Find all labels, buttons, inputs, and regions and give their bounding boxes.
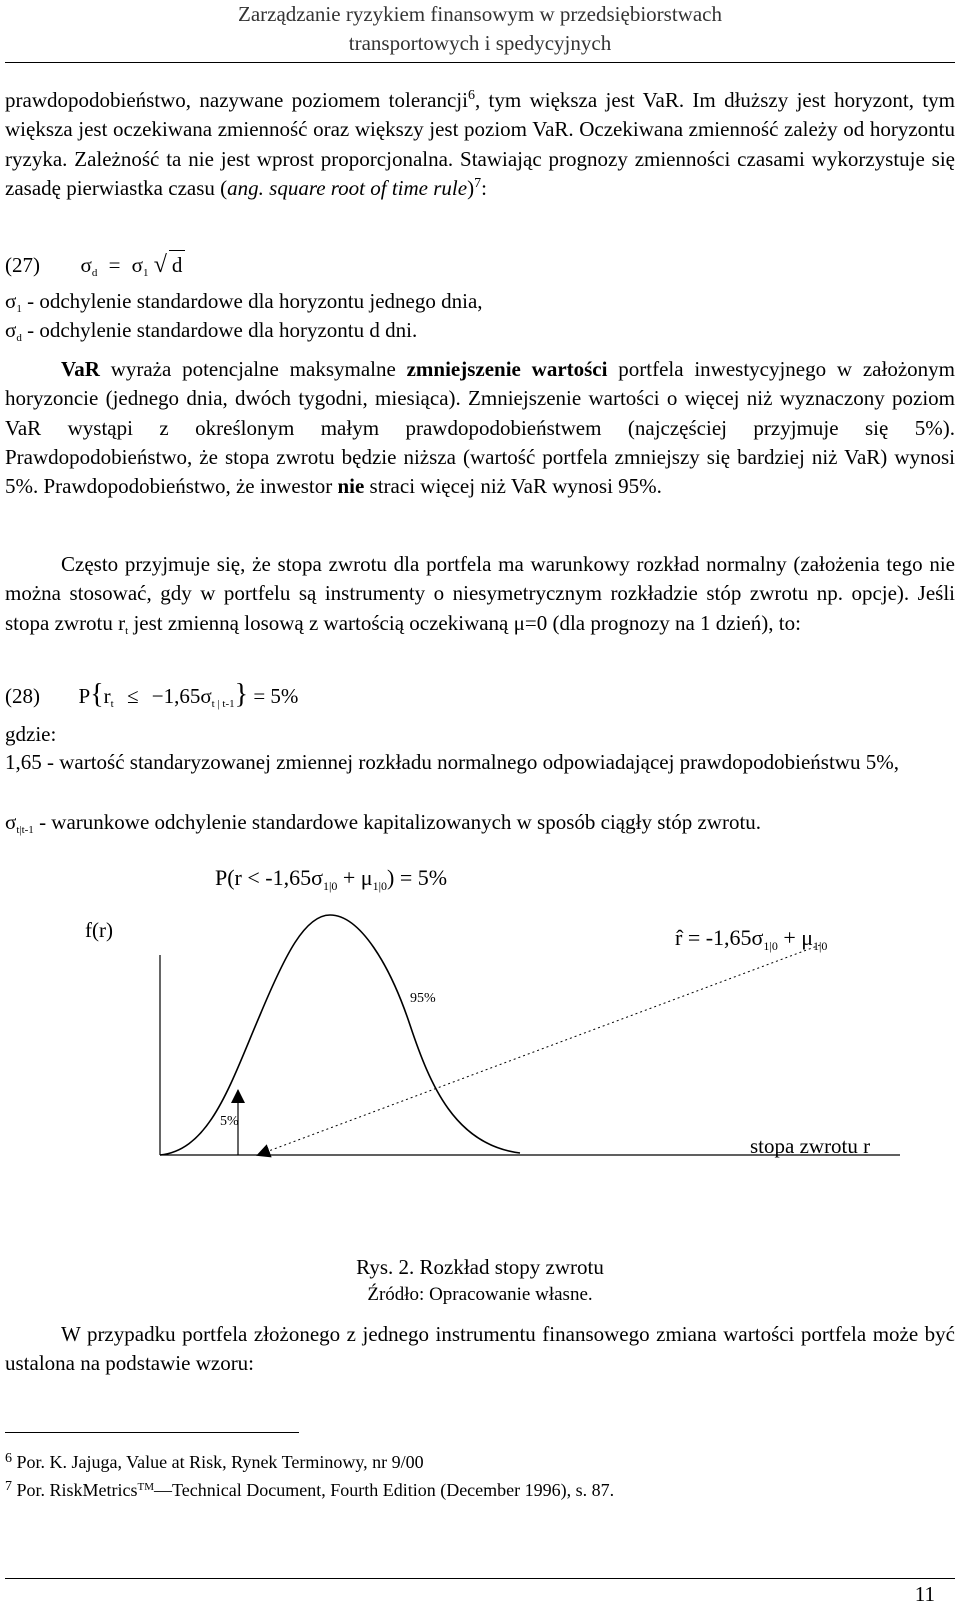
paragraph-normal-distribution [5, 550, 955, 646]
equals-sign: = [108, 253, 121, 277]
footnote-text: Por. K. Jajuga, Value at Risk, Rynek Terminowy, nr 9/00 [12, 1452, 424, 1472]
footnote-number: 6 [5, 1451, 12, 1466]
page-number: 11 [914, 1582, 935, 1606]
formula-probability: $P(r < -1,65\sigma_{1|0} + \mu_{1|0}) = 5\%$ [215, 865, 448, 893]
sigma-symbol: σ [80, 253, 92, 277]
threshold-value: −1,65σ [151, 684, 212, 708]
trademark: TM [137, 1481, 155, 1493]
figure-source: Źródło: Opracowanie własne. [367, 1284, 593, 1305]
definition-sigma-1: $\sigma_1$ - odchylenie standardowe dla horyzontu jednego dnia, [5, 289, 483, 315]
footnote-ref-6[interactable]: 6 [467, 88, 475, 103]
equation-label: (27) [5, 253, 40, 277]
footer-rule [5, 1578, 955, 1579]
paragraph-tolerance [5, 86, 955, 203]
para2-text-2: portfela inwestycyjnego w założonym horyzoncie (jednego dnia, dwóch tygodni, miesiąca). Zmniejszenie wartości o więcej niż wyznaczony poziom VaR wystąpi z określonym małym prawdopodobieństwem (najczęściej przyjmuje się 5%). Prawdopodobieństwo, że stopa zwrotu będzie niższa (wartość portfela zmniejszy się bardziej niż VaR) wynosi 5%. Prawdopodobieństwo, że inwestor [5, 357, 955, 499]
para1-text-1: prawdopodobieństwo, nazywane poziomem tolerancji [5, 88, 468, 112]
footnote-rule [5, 1432, 299, 1433]
para1-text-3: ) [467, 175, 475, 200]
y-axis-label: f(r) [85, 918, 113, 942]
definition-sigma-d: $\sigma_d$ - odchylenie standardowe dla horyzontu d dni. [5, 318, 418, 344]
footnote-text: Por. RiskMetrics [12, 1480, 138, 1500]
header-line-1: Zarządzanie ryzykiem finansowym w przedsiębiorstwach [238, 2, 722, 26]
subscript: t|t-1 [16, 824, 34, 836]
footnote-text: —Technical Document, Fourth Edition (December 1996), s. 87. [154, 1480, 615, 1500]
para2-text-3: straci więcej niż VaR wynosi 95%. [364, 474, 662, 499]
paragraph-single-instrument: W przypadku portfela złożonego z jednego instrumentu finansowego zmiana wartości portfela może być ustalona na podstawie wzoru: [5, 1322, 955, 1376]
para1-text-4: : [481, 175, 487, 200]
equation-label: (28) [5, 684, 40, 708]
equation-28: (28) $P\{r_t \le -1,65\sigma_{t | t-1}\} = 5\%$ [5, 679, 299, 710]
definition-text: - odchylenie standardowe dla horyzontu d dni. [21, 318, 418, 342]
header-rule [5, 62, 955, 63]
subscript-t: t [110, 698, 114, 710]
footnote-number: 7 [5, 1479, 12, 1494]
conditional-subscript: t | t-1 [211, 698, 235, 710]
bold-term: zmniejszenie wartości [406, 357, 608, 381]
subscript-1: 1 [143, 267, 149, 279]
definition-text: - warunkowe odchylenie standardowe kapitalizowanych w sposób ciągły stóp zwrotu. [33, 810, 762, 834]
footnote-6 [5, 1450, 424, 1474]
para3-text-1: Często przyjmuje się, że stopa zwrotu dla portfela ma warunkowy rozkład normalny (założenia tego nie można stosować, gdy w portfelu są instrumenty o niesymetrycznym rozkładzie stóp zwrotu np. opcje). Jeśli stopa zwrotu r [5, 552, 955, 635]
header-line-2: transportowych i spedycyjnych [348, 31, 612, 55]
gdzie-label: gdzie: [5, 722, 57, 746]
footnote-ref-7[interactable]: 7 [474, 175, 482, 191]
subscript-d: d [91, 267, 98, 279]
density-curve [160, 915, 520, 1155]
running-header [0, 0, 960, 58]
variable-r: r [103, 684, 111, 708]
para2-text-1: wyraża potencjalne maksymalne [99, 357, 407, 381]
para1-text-2: , tym większa jest VaR. Im dłuższy jest horyzont, tym większa jest oczekiwana zmienność oraz większy jest poziom VaR. Oczekiwana zmienność zależy od horyzontu ryzyka. Zależność ta nie jest wprost proporcjonalna. Stawiając prognozy zmienności czasami wykorzystuje się zasadę pierwiastka czasu ( [5, 88, 955, 200]
definition-text: - odchylenie standardowe dla horyzontu jednego dnia, [21, 289, 483, 313]
label-95-percent: 95% [410, 991, 436, 1006]
probability-symbol: P [78, 684, 91, 708]
formula-rhat: r̂ = $-1,65\sigma_{1|0} + \mu_{1|0}$ [675, 925, 828, 953]
var-term: VaR [61, 357, 100, 381]
subscript: d [16, 332, 22, 344]
equation-27: (27) $\sigma_d = \sigma_1$ √ d [5, 250, 185, 288]
definition-sigma-conditional: $\sigma_{t|t-1}$ - warunkowe odchylenie standardowe kapitalizowanych w sposób ciągły stóp zwrotu. [5, 810, 762, 836]
x-axis-label: stopa zwrotu r [750, 1134, 871, 1158]
para3-text-2: jest zmienną losową z wartością oczekiwaną μ=0 (dla prognozy na 1 dzień), to: [128, 610, 801, 635]
bold-nie: nie [337, 474, 365, 499]
figure-return-distribution [60, 855, 920, 1185]
label-5-percent: 5% [220, 1114, 239, 1129]
paragraph-1-65: 1,65 - wartość standaryzowanej zmiennej rozkładu normalnego odpowiadającej prawdopodobieństwu 5%, [5, 750, 899, 774]
right-hand-side: = 5% [253, 684, 299, 708]
figure-caption: Rys. 2. Rozkład stopy zwrotu [356, 1255, 604, 1279]
pointer-dashed-line [258, 945, 820, 1155]
para1-english-term: ang. square root of time rule [227, 175, 468, 200]
sqrt-argument: d [169, 250, 186, 280]
footnote-7 [5, 1478, 614, 1502]
distribution-diagram [60, 855, 920, 1185]
paragraph-var-definition [5, 355, 955, 501]
subscript-t: t [125, 624, 129, 637]
relation-symbol: ≤ [126, 684, 139, 708]
sigma-symbol: σ [131, 253, 143, 277]
subscript: 1 [16, 303, 22, 315]
